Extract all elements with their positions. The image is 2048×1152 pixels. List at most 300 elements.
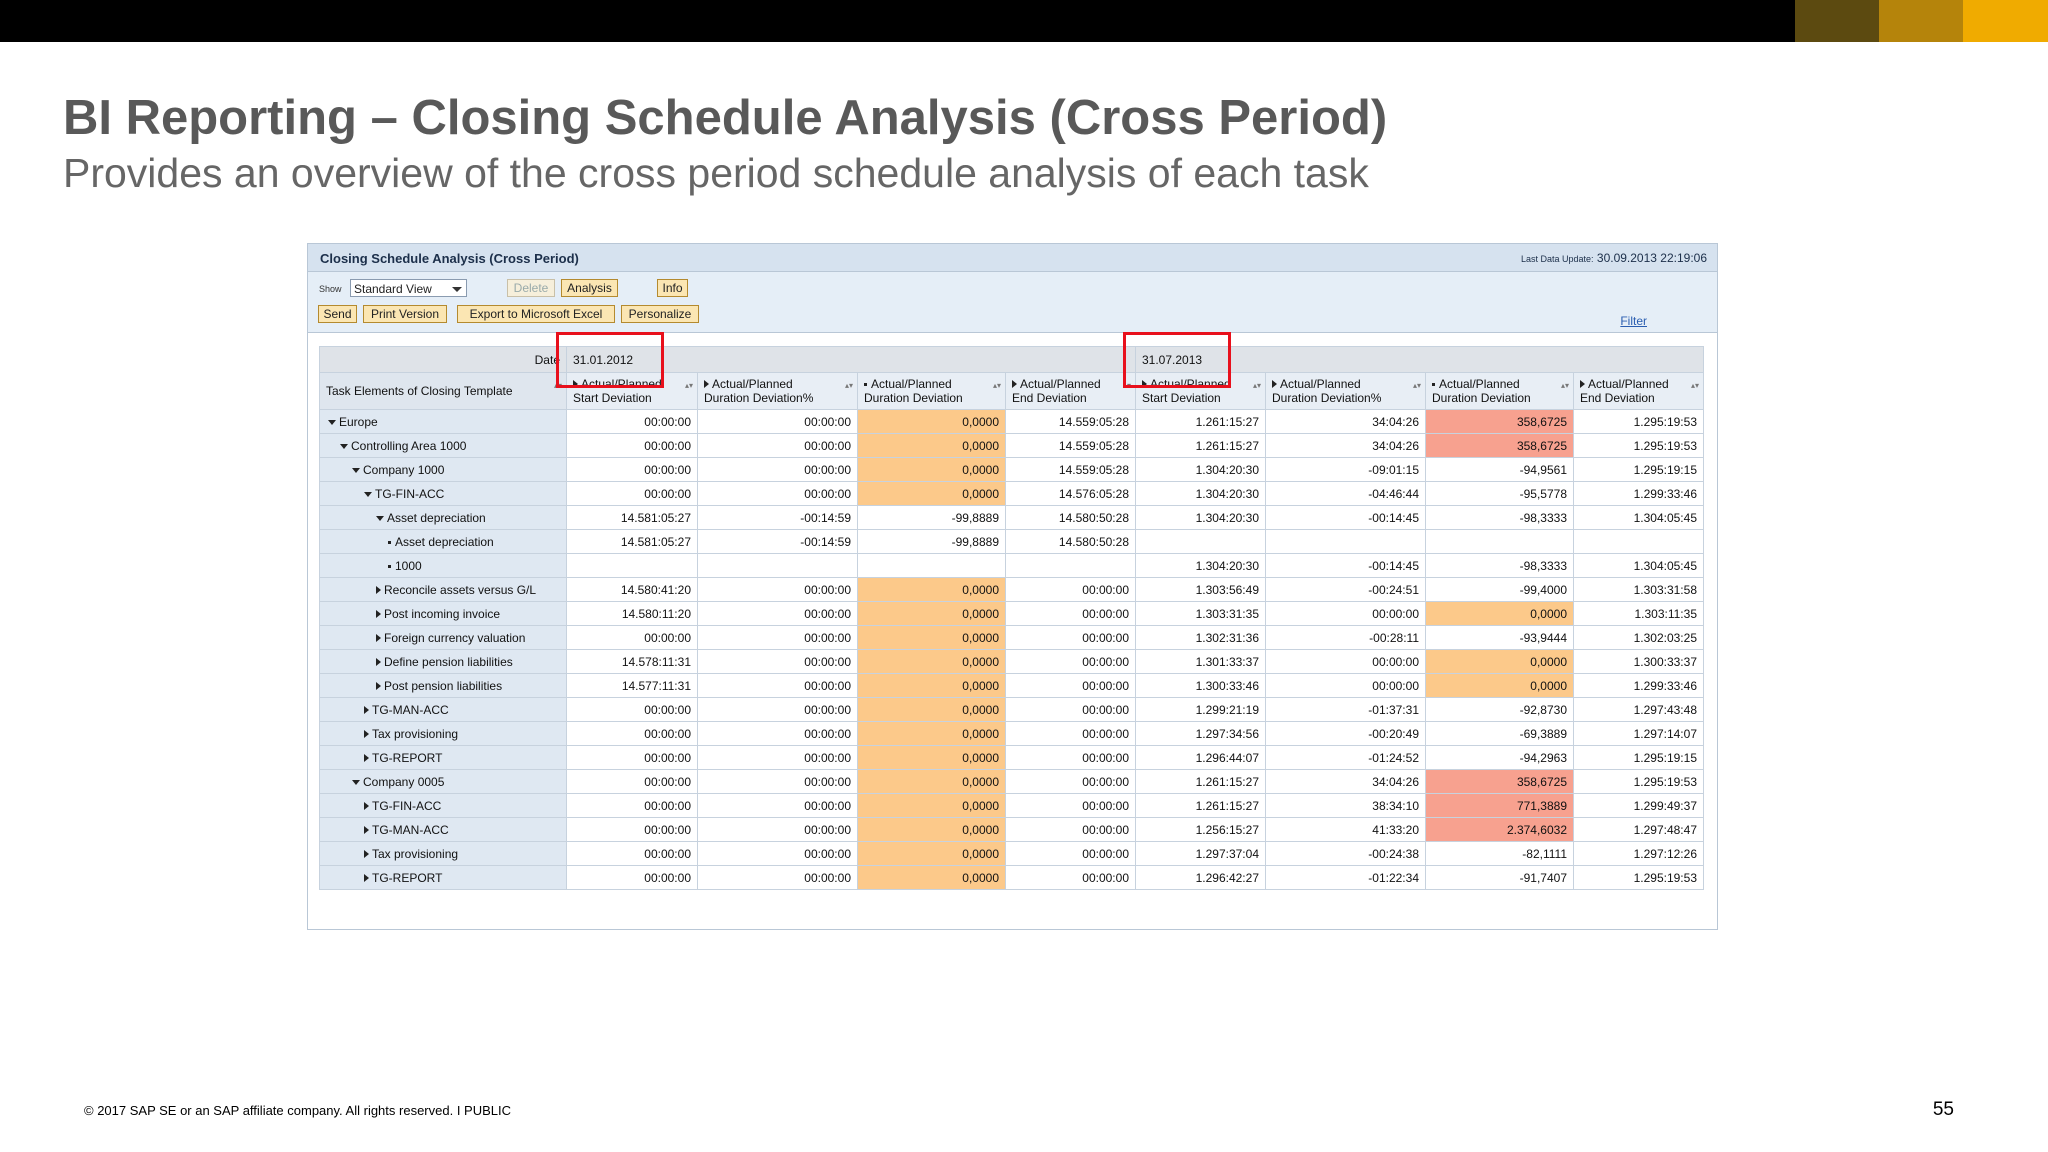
value-cell: 1.303:31:35 xyxy=(1136,602,1266,626)
value-cell: -00:24:51 xyxy=(1266,578,1426,602)
value-cell: -99,8889 xyxy=(858,530,1006,554)
table-row xyxy=(320,626,1704,650)
task-element-cell[interactable] xyxy=(320,602,567,626)
table-row xyxy=(320,698,1704,722)
value-cell: -94,2963 xyxy=(1426,746,1574,770)
value-cell: -93,9444 xyxy=(1426,626,1574,650)
collapse-icon[interactable] xyxy=(352,780,360,785)
task-element-label: Asset depreciation xyxy=(387,510,486,525)
value-cell: 14.578:11:31 xyxy=(567,650,698,674)
value-cell: 771,3889 xyxy=(1426,794,1574,818)
value-cell: 1.261:15:27 xyxy=(1136,434,1266,458)
date-row xyxy=(320,347,1704,373)
table-row xyxy=(320,458,1704,482)
expand-icon[interactable] xyxy=(1012,380,1017,388)
value-cell: 00:00:00 xyxy=(1006,602,1136,626)
value-cell: 00:00:00 xyxy=(698,770,858,794)
task-element-label: Company 1000 xyxy=(363,462,445,477)
value-cell: 00:00:00 xyxy=(1006,674,1136,698)
sort-icon[interactable]: ▴▾ xyxy=(1122,381,1131,390)
table-row xyxy=(320,482,1704,506)
schedule-table xyxy=(319,346,1704,890)
chevron-down-icon xyxy=(452,287,462,292)
table-row xyxy=(320,842,1704,866)
value-cell: 1.302:31:36 xyxy=(1136,626,1266,650)
print-version-button[interactable]: Print Version xyxy=(363,305,447,323)
value-cell: 1.304:05:45 xyxy=(1574,554,1704,578)
column-header[interactable] xyxy=(698,373,858,410)
send-button[interactable]: Send xyxy=(318,305,357,323)
value-cell: 1.295:19:53 xyxy=(1574,410,1704,434)
value-cell: 00:00:00 xyxy=(698,722,858,746)
value-cell: 1.299:49:37 xyxy=(1574,794,1704,818)
value-cell: -99,8889 xyxy=(858,506,1006,530)
date-period-1[interactable]: 31.01.2012 xyxy=(567,347,1136,373)
report-title: Closing Schedule Analysis (Cross Period) xyxy=(320,251,579,266)
value-cell: 14.580:50:28 xyxy=(1006,506,1136,530)
task-element-label: Controlling Area 1000 xyxy=(351,438,467,453)
analysis-button[interactable]: Analysis xyxy=(561,279,618,297)
value-cell: -98,3333 xyxy=(1426,506,1574,530)
value-cell: 0,0000 xyxy=(858,674,1006,698)
value-cell: 00:00:00 xyxy=(1266,650,1426,674)
table-row xyxy=(320,746,1704,770)
value-cell: 00:00:00 xyxy=(1006,842,1136,866)
value-cell: 0,0000 xyxy=(1426,650,1574,674)
value-cell: 00:00:00 xyxy=(698,842,858,866)
task-element-cell[interactable] xyxy=(320,410,567,434)
value-cell: 358,6725 xyxy=(1426,434,1574,458)
task-element-cell[interactable] xyxy=(320,722,567,746)
task-element-cell[interactable] xyxy=(320,794,567,818)
task-element-cell[interactable] xyxy=(320,434,567,458)
value-cell: 00:00:00 xyxy=(1006,698,1136,722)
column-header-line2: Duration Deviation xyxy=(864,391,963,405)
bullet-icon xyxy=(388,541,391,544)
value-cell: 1.300:33:37 xyxy=(1574,650,1704,674)
table-row xyxy=(320,530,1704,554)
value-cell xyxy=(1574,530,1704,554)
expand-icon[interactable] xyxy=(364,706,369,714)
value-cell: 1.299:33:46 xyxy=(1574,674,1704,698)
column-header[interactable] xyxy=(1574,373,1704,410)
column-header-line1: Actual/Planned xyxy=(1280,377,1361,391)
value-cell: 1.295:19:53 xyxy=(1574,866,1704,890)
expand-icon[interactable] xyxy=(376,682,381,690)
expand-icon[interactable] xyxy=(364,802,369,810)
value-cell: 1.256:15:27 xyxy=(1136,818,1266,842)
column-header-row xyxy=(320,373,1704,410)
value-cell: 1.295:19:53 xyxy=(1574,434,1704,458)
collapse-icon[interactable] xyxy=(328,420,336,425)
value-cell: -04:46:44 xyxy=(1266,482,1426,506)
value-cell: 14.580:11:20 xyxy=(567,602,698,626)
column-header-line2: Start Deviation xyxy=(573,391,652,405)
value-cell: 14.559:05:28 xyxy=(1006,434,1136,458)
task-element-label: TG-REPORT xyxy=(372,870,443,885)
task-element-label: Define pension liabilities xyxy=(384,654,513,669)
value-cell: 0,0000 xyxy=(858,650,1006,674)
value-cell: 14.559:05:28 xyxy=(1006,458,1136,482)
value-cell: 00:00:00 xyxy=(698,818,858,842)
task-element-cell[interactable] xyxy=(320,482,567,506)
value-cell: 1.299:21:19 xyxy=(1136,698,1266,722)
task-element-cell[interactable] xyxy=(320,674,567,698)
value-cell: 1.303:11:35 xyxy=(1574,602,1704,626)
value-cell: -95,5778 xyxy=(1426,482,1574,506)
task-element-cell[interactable] xyxy=(320,842,567,866)
report-title-bar xyxy=(308,244,1717,272)
value-cell: -00:28:11 xyxy=(1266,626,1426,650)
collapse-icon[interactable] xyxy=(352,468,360,473)
expand-icon[interactable] xyxy=(364,826,369,834)
collapse-icon[interactable] xyxy=(340,444,348,449)
slide-subtitle: Provides an overview of the cross period schedule analysis of each task xyxy=(63,150,1369,196)
column-header-line2: End Deviation xyxy=(1580,391,1655,405)
sort-icon[interactable]: ▴▾ xyxy=(553,381,562,390)
value-cell: 00:00:00 xyxy=(698,626,858,650)
value-cell: 1.304:20:30 xyxy=(1136,554,1266,578)
value-cell: 00:00:00 xyxy=(567,482,698,506)
bullet-icon xyxy=(864,383,867,386)
task-element-label: Tax provisioning xyxy=(372,726,459,741)
expand-icon[interactable] xyxy=(364,850,369,858)
value-cell: 14.576:05:28 xyxy=(1006,482,1136,506)
expand-icon[interactable] xyxy=(376,658,381,666)
value-cell: 00:00:00 xyxy=(1006,746,1136,770)
value-cell: 0,0000 xyxy=(858,410,1006,434)
task-element-cell[interactable] xyxy=(320,578,567,602)
column-header-line1: Actual/Planned xyxy=(1439,377,1520,391)
value-cell xyxy=(858,554,1006,578)
task-element-label: Tax provisioning xyxy=(372,846,459,861)
value-cell: 00:00:00 xyxy=(1006,578,1136,602)
value-cell: 00:00:00 xyxy=(1266,674,1426,698)
highlight-box-date2 xyxy=(1123,332,1231,388)
value-cell: 38:34:10 xyxy=(1266,794,1426,818)
top-bar xyxy=(0,0,2048,42)
column-header-line2: Start Deviation xyxy=(1142,391,1221,405)
value-cell: 14.580:50:28 xyxy=(1006,530,1136,554)
brand-stripe xyxy=(1963,0,2048,42)
row-header-label: Task Elements of Closing Template xyxy=(326,384,513,398)
row-header[interactable] xyxy=(320,373,567,410)
task-element-cell[interactable] xyxy=(320,530,567,554)
value-cell: 0,0000 xyxy=(858,842,1006,866)
value-cell: 0,0000 xyxy=(858,602,1006,626)
value-cell: 00:00:00 xyxy=(567,842,698,866)
value-cell: 00:00:00 xyxy=(567,794,698,818)
task-element-label: TG-FIN-ACC xyxy=(372,798,442,813)
task-element-label: TG-REPORT xyxy=(372,750,443,765)
filter-link[interactable]: Filter xyxy=(1620,314,1647,328)
value-cell: 00:00:00 xyxy=(567,722,698,746)
last-data-update xyxy=(1521,251,1707,265)
column-header[interactable] xyxy=(1266,373,1426,410)
column-header-line1: Actual/Planned xyxy=(581,377,662,391)
value-cell: 00:00:00 xyxy=(698,674,858,698)
task-element-label: TG-MAN-ACC xyxy=(372,822,449,837)
value-cell: 00:00:00 xyxy=(1006,722,1136,746)
expand-icon[interactable] xyxy=(704,380,709,388)
value-cell: 0,0000 xyxy=(858,866,1006,890)
table-row xyxy=(320,578,1704,602)
column-header-line1: Actual/Planned xyxy=(712,377,793,391)
value-cell: -00:20:49 xyxy=(1266,722,1426,746)
value-cell: 00:00:00 xyxy=(698,482,858,506)
value-cell: 34:04:26 xyxy=(1266,410,1426,434)
value-cell: 00:00:00 xyxy=(567,818,698,842)
table-row xyxy=(320,770,1704,794)
value-cell: 00:00:00 xyxy=(1006,794,1136,818)
show-label: Show xyxy=(319,284,342,294)
value-cell: 00:00:00 xyxy=(698,434,858,458)
value-cell: 0,0000 xyxy=(858,698,1006,722)
column-header-line1: Actual/Planned xyxy=(1588,377,1669,391)
sort-icon[interactable]: ▴▾ xyxy=(1690,381,1699,390)
value-cell: -92,8730 xyxy=(1426,698,1574,722)
value-cell: 00:00:00 xyxy=(698,650,858,674)
value-cell: 00:00:00 xyxy=(567,770,698,794)
value-cell: 14.580:41:20 xyxy=(567,578,698,602)
value-cell: 00:00:00 xyxy=(698,602,858,626)
value-cell: 00:00:00 xyxy=(698,746,858,770)
value-cell: 00:00:00 xyxy=(1006,818,1136,842)
sort-icon[interactable]: ▴▾ xyxy=(1252,381,1261,390)
task-element-label: 1000 xyxy=(395,558,422,573)
value-cell: 1.261:15:27 xyxy=(1136,770,1266,794)
value-cell: -69,3889 xyxy=(1426,722,1574,746)
value-cell xyxy=(1136,530,1266,554)
value-cell xyxy=(567,554,698,578)
task-element-cell[interactable] xyxy=(320,746,567,770)
date-label: Date xyxy=(320,347,567,373)
expand-icon[interactable] xyxy=(364,874,369,882)
column-header-line2: Duration Deviation xyxy=(1432,391,1531,405)
task-element-label: Reconcile assets versus G/L xyxy=(384,582,537,597)
value-cell: 1.300:33:46 xyxy=(1136,674,1266,698)
value-cell: 00:00:00 xyxy=(698,578,858,602)
value-cell: 2.374,6032 xyxy=(1426,818,1574,842)
table-row xyxy=(320,722,1704,746)
collapse-icon[interactable] xyxy=(364,492,372,497)
task-element-cell[interactable] xyxy=(320,506,567,530)
expand-icon[interactable] xyxy=(364,730,369,738)
table-row xyxy=(320,434,1704,458)
value-cell: 00:00:00 xyxy=(567,434,698,458)
value-cell: 34:04:26 xyxy=(1266,434,1426,458)
value-cell: 1.302:03:25 xyxy=(1574,626,1704,650)
last-update-label: Last Data Update: xyxy=(1521,254,1594,264)
value-cell: 00:00:00 xyxy=(698,458,858,482)
task-element-label: TG-FIN-ACC xyxy=(375,486,445,501)
value-cell: -99,4000 xyxy=(1426,578,1574,602)
value-cell: 0,0000 xyxy=(858,746,1006,770)
task-element-label: Post incoming invoice xyxy=(384,606,501,621)
value-cell: 1.304:20:30 xyxy=(1136,482,1266,506)
sort-icon[interactable]: ▴▾ xyxy=(684,381,693,390)
value-cell xyxy=(1266,530,1426,554)
value-cell: 0,0000 xyxy=(858,458,1006,482)
table-row xyxy=(320,674,1704,698)
value-cell: 0,0000 xyxy=(858,482,1006,506)
value-cell: 0,0000 xyxy=(1426,674,1574,698)
brand-stripe xyxy=(1795,0,1879,42)
value-cell: 358,6725 xyxy=(1426,410,1574,434)
value-cell: 1.297:43:48 xyxy=(1574,698,1704,722)
value-cell: 00:00:00 xyxy=(567,410,698,434)
value-cell: 00:00:00 xyxy=(698,698,858,722)
value-cell: -01:22:34 xyxy=(1266,866,1426,890)
value-cell: 0,0000 xyxy=(858,770,1006,794)
column-header[interactable] xyxy=(1006,373,1136,410)
sort-icon[interactable]: ▴▾ xyxy=(992,381,1001,390)
value-cell: 1.297:14:07 xyxy=(1574,722,1704,746)
value-cell: 1.303:31:58 xyxy=(1574,578,1704,602)
value-cell: 00:00:00 xyxy=(1266,602,1426,626)
column-header[interactable] xyxy=(858,373,1006,410)
task-element-cell[interactable] xyxy=(320,650,567,674)
task-element-cell[interactable] xyxy=(320,554,567,578)
value-cell: 00:00:00 xyxy=(698,866,858,890)
view-select[interactable] xyxy=(350,279,467,297)
value-cell: 1.295:19:15 xyxy=(1574,458,1704,482)
value-cell: 00:00:00 xyxy=(698,794,858,818)
task-element-label: TG-MAN-ACC xyxy=(372,702,449,717)
value-cell: 00:00:00 xyxy=(567,698,698,722)
expand-icon[interactable] xyxy=(1272,380,1277,388)
value-cell: 34:04:26 xyxy=(1266,770,1426,794)
expand-icon[interactable] xyxy=(376,610,381,618)
value-cell: 0,0000 xyxy=(1426,602,1574,626)
value-cell: 14.577:11:31 xyxy=(567,674,698,698)
value-cell: -94,9561 xyxy=(1426,458,1574,482)
task-element-label: Foreign currency valuation xyxy=(384,630,526,645)
value-cell: 00:00:00 xyxy=(1006,626,1136,650)
value-cell: 00:00:00 xyxy=(567,746,698,770)
sort-icon[interactable]: ▴▾ xyxy=(1560,381,1569,390)
value-cell: 0,0000 xyxy=(858,578,1006,602)
value-cell: 0,0000 xyxy=(858,794,1006,818)
value-cell: -09:01:15 xyxy=(1266,458,1426,482)
value-cell: 00:00:00 xyxy=(698,410,858,434)
expand-icon[interactable] xyxy=(364,754,369,762)
table-row xyxy=(320,794,1704,818)
expand-icon[interactable] xyxy=(376,634,381,642)
column-header-line2: Duration Deviation% xyxy=(1272,391,1382,405)
highlight-box-date1 xyxy=(556,332,664,388)
value-cell: -91,7407 xyxy=(1426,866,1574,890)
value-cell: -00:14:59 xyxy=(698,530,858,554)
value-cell: 00:00:00 xyxy=(567,866,698,890)
task-element-label: Asset depreciation xyxy=(395,534,494,549)
value-cell: 1.297:48:47 xyxy=(1574,818,1704,842)
personalize-button[interactable]: Personalize xyxy=(621,305,699,323)
brand-stripe xyxy=(1879,0,1963,42)
value-cell: 1.295:19:53 xyxy=(1574,770,1704,794)
value-cell: 1.295:19:15 xyxy=(1574,746,1704,770)
value-cell: 1.304:20:30 xyxy=(1136,506,1266,530)
value-cell: 0,0000 xyxy=(858,818,1006,842)
column-header-line2: Duration Deviation% xyxy=(704,391,814,405)
column-header-line2: End Deviation xyxy=(1012,391,1087,405)
value-cell xyxy=(1426,530,1574,554)
export-excel-button[interactable]: Export to Microsoft Excel xyxy=(457,305,615,323)
value-cell: -00:14:45 xyxy=(1266,554,1426,578)
value-cell: 14.581:05:27 xyxy=(567,506,698,530)
expand-icon[interactable] xyxy=(1580,380,1585,388)
slide-title: BI Reporting – Closing Schedule Analysis (Cross Period) xyxy=(63,91,1388,145)
value-cell: 0,0000 xyxy=(858,434,1006,458)
table-row xyxy=(320,866,1704,890)
date-period-2[interactable]: 31.07.2013 xyxy=(1136,347,1704,373)
sort-icon[interactable]: ▴▾ xyxy=(1412,381,1421,390)
table-row xyxy=(320,410,1704,434)
value-cell: 1.301:33:37 xyxy=(1136,650,1266,674)
column-header-line1: Actual/Planned xyxy=(1020,377,1101,391)
value-cell: 14.559:05:28 xyxy=(1006,410,1136,434)
value-cell: -98,3333 xyxy=(1426,554,1574,578)
report-window xyxy=(307,243,1718,930)
value-cell: 14.581:05:27 xyxy=(567,530,698,554)
value-cell: 1.304:20:30 xyxy=(1136,458,1266,482)
view-select-value: Standard View xyxy=(354,282,432,296)
value-cell: -82,1111 xyxy=(1426,842,1574,866)
table-row xyxy=(320,506,1704,530)
report-toolbar xyxy=(308,272,1717,333)
task-element-cell[interactable] xyxy=(320,818,567,842)
value-cell: 00:00:00 xyxy=(567,626,698,650)
value-cell: -00:14:59 xyxy=(698,506,858,530)
value-cell: 1.297:34:56 xyxy=(1136,722,1266,746)
value-cell: 1.304:05:45 xyxy=(1574,506,1704,530)
value-cell: 1.299:33:46 xyxy=(1574,482,1704,506)
bullet-icon xyxy=(388,565,391,568)
value-cell xyxy=(698,554,858,578)
value-cell: 1.296:44:07 xyxy=(1136,746,1266,770)
page-number: 55 xyxy=(1932,1099,1954,1120)
task-element-cell[interactable] xyxy=(320,770,567,794)
info-button[interactable]: Info xyxy=(657,279,688,297)
task-element-cell[interactable] xyxy=(320,866,567,890)
table-row xyxy=(320,650,1704,674)
task-element-label: Post pension liabilities xyxy=(384,678,503,693)
task-element-cell[interactable] xyxy=(320,698,567,722)
value-cell: 358,6725 xyxy=(1426,770,1574,794)
value-cell: 1.296:42:27 xyxy=(1136,866,1266,890)
delete-button[interactable]: Delete xyxy=(507,279,555,297)
value-cell: 00:00:00 xyxy=(1006,866,1136,890)
task-element-cell[interactable] xyxy=(320,458,567,482)
bullet-icon xyxy=(1432,383,1435,386)
value-cell xyxy=(1006,554,1136,578)
value-cell: 1.297:37:04 xyxy=(1136,842,1266,866)
value-cell: 1.261:15:27 xyxy=(1136,794,1266,818)
value-cell: -00:24:38 xyxy=(1266,842,1426,866)
value-cell: 1.303:56:49 xyxy=(1136,578,1266,602)
sort-icon[interactable]: ▴▾ xyxy=(844,381,853,390)
task-element-cell[interactable] xyxy=(320,626,567,650)
copyright-footer: © 2017 SAP SE or an SAP affiliate company. All rights reserved. I PUBLIC xyxy=(84,1103,512,1118)
collapse-icon[interactable] xyxy=(376,516,384,521)
value-cell: 00:00:00 xyxy=(1006,770,1136,794)
value-cell: 00:00:00 xyxy=(567,458,698,482)
task-element-label: Europe xyxy=(339,414,378,429)
expand-icon[interactable] xyxy=(376,586,381,594)
value-cell: 0,0000 xyxy=(858,626,1006,650)
column-header[interactable] xyxy=(1426,373,1574,410)
value-cell: -01:24:52 xyxy=(1266,746,1426,770)
